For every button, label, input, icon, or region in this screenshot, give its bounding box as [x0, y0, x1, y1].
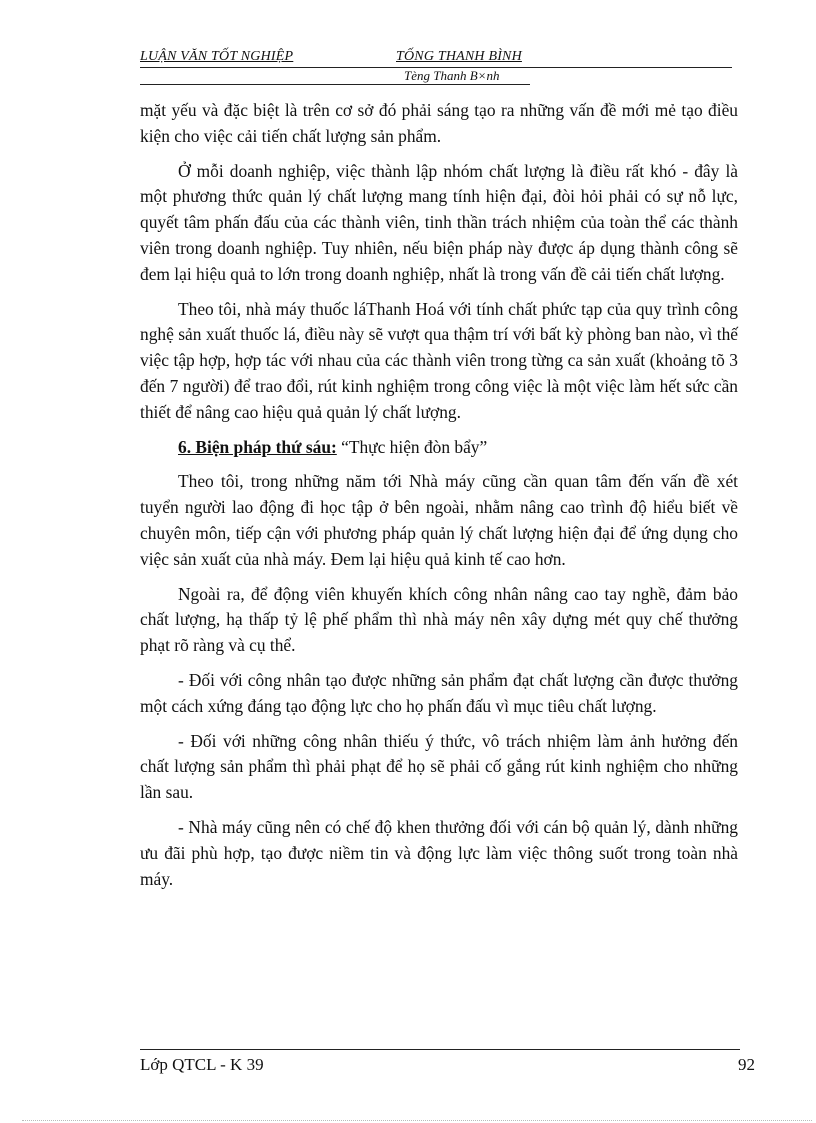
section-heading	[140, 435, 738, 461]
header-author-subtitle: Tèng Thanh B×nh	[404, 68, 500, 83]
paragraph: mặt yếu và đặc biệt là trên cơ sở đó phải sáng tạo ra những vấn đề mới mẻ tạo điều kiện cho việc cải tiến chất lượng sản phẩm.	[140, 100, 738, 146]
page-number: 92	[738, 1055, 755, 1074]
section-heading-label: 6. Biện pháp thứ sáu:	[178, 436, 337, 457]
body-text	[140, 98, 738, 901]
page-edge-dotted-line	[22, 1120, 812, 1121]
running-header	[140, 49, 732, 68]
header-thesis-title: LUẬN VĂN TỐT NGHIỆP	[140, 49, 294, 64]
running-subheader	[140, 68, 530, 85]
bullet-paragraph: - Đối với những công nhân thiếu ý thức, vô trách nhiệm làm ảnh hưởng đến chất lượng sản phẩm thì phải phạt để họ sẽ phải cố gắng rút kinh nghiệm cho những lần sau.	[140, 730, 738, 803]
paragraph: Theo tôi, trong những năm tới Nhà máy cũng cần quan tâm đến vấn đề xét tuyển người lao động đi học tập ở bên ngoài, nhằm nâng cao trình độ hiểu biết về chuyên môn, tiếp cận với phương pháp quản lý chất lượng hiện đại để ứng dụng cho việc sản xuất của nhà máy. Đem lại hiệu quả kinh tế cao hơn.	[140, 471, 738, 569]
footer-class-label: Lớp QTCL - K 39	[140, 1055, 264, 1074]
paragraph: Ở mỗi doanh nghiệp, việc thành lập nhóm chất lượng là điều rất khó - đây là một phương thức quản lý chất lượng mang tính hiện đại, đòi hỏi phải có sự nỗ lực, quyết tâm phấn đấu của các thành viên, tinh thần trách nhiệm của toàn thể các thành viên trong doanh nghiệp. Tuy nhiên, nếu biện pháp này được áp dụng thành công sẽ đem lại hiệu quả to lớn trong doanh nghiệp, nhất là trong vấn đề cải tiến chất lượng.	[140, 160, 738, 284]
paragraph: Ngoài ra, để động viên khuyến khích công nhân nâng cao tay nghề, đảm bảo chất lượng, hạ thấp tỷ lệ phế phẩm thì nhà máy nên xây dựng mét quy chế thưởng phạt rõ ràng và cụ thể.	[140, 583, 738, 656]
section-heading-title: “Thực hiện đòn bẩy”	[336, 436, 488, 457]
bullet-paragraph: - Đối với công nhân tạo được những sản phẩm đạt chất lượng cần được thưởng một cách xứng đáng tạo động lực cho họ phấn đấu vì mục tiêu chất lượng.	[140, 669, 738, 716]
paragraph: Theo tôi, nhà máy thuốc láThanh Hoá với tính chất phức tạp của quy trình công nghệ sản xuất thuốc lá, điều này sẽ vượt qua thậm trí với bất kỳ phòng ban nào, vì thế việc tập hợp, hợp tác với nhau của các thành viên trong từng ca sản xuất (khoảng tõ 3 đến 7 người) để trao đổi, rút kinh nghiệm trong công việc là một việc làm hết sức cần thiết để nâng cao hiệu quả quản lý chất lượng.	[140, 298, 738, 422]
header-author-name: TỐNG THANH BÌNH	[396, 49, 522, 64]
bullet-paragraph: - Nhà máy cũng nên có chế độ khen thưởng đối với cán bộ quản lý, dành những ưu đãi phù hợp, tạo được niềm tin và động lực làm việc thông suốt trong toàn nhà máy.	[140, 816, 738, 889]
footer-rule	[140, 1049, 740, 1050]
